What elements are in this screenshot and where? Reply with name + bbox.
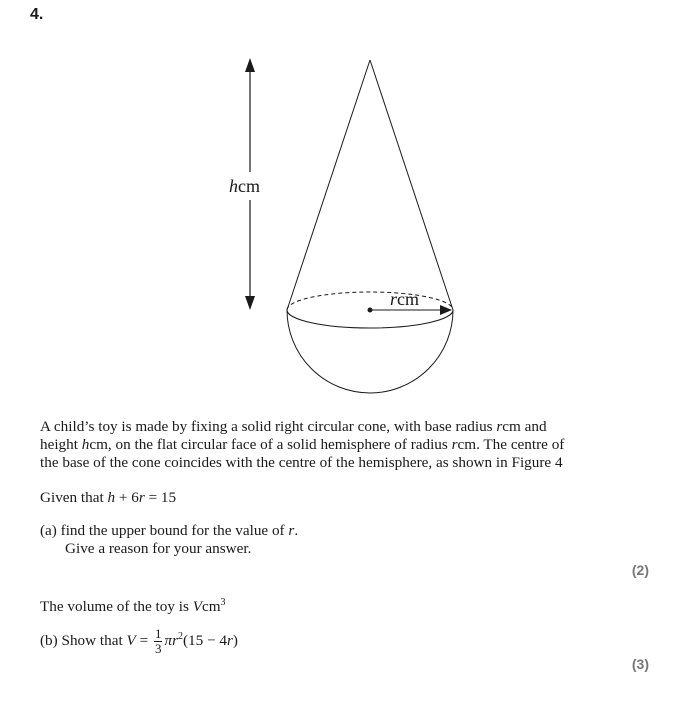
one-third-fraction: $\frac{1}{3}$ <box>154 626 162 656</box>
part-a-label: (a) <box>40 522 57 539</box>
part-b-marks: (3) <box>631 656 649 672</box>
part-a: (a) find the upper bound for the value of r. Give a reason for your answer. <box>40 522 299 557</box>
part-a-marks: (2) <box>631 562 649 578</box>
volume-statement: The volume of the toy is Vcm$^3$ <box>40 597 226 616</box>
question-number: 4. <box>30 6 44 23</box>
part-b: (b) Show that V = $\frac{1}{3}$ $\pi r^2(15 - 4r)$ <box>40 626 238 656</box>
part-b-label: (b) <box>40 631 58 649</box>
intro-paragraph: A child’s toy is made by fixing a solid right circular cone, with base radius rcm and height hcm, on the flat circular face of a solid hemisphere of radius rcm. The centre of the base of the cone coincides with the centre of the hemisphere, as shown in Figure 4 <box>40 418 565 471</box>
height-label: hcm <box>229 176 260 196</box>
cone-outline <box>287 60 453 310</box>
given-statement: Given that h + 6r = 15 <box>40 489 177 506</box>
radius-label: rcm <box>390 289 420 309</box>
base-ellipse-back <box>287 292 453 310</box>
base-ellipse-front <box>287 310 453 328</box>
